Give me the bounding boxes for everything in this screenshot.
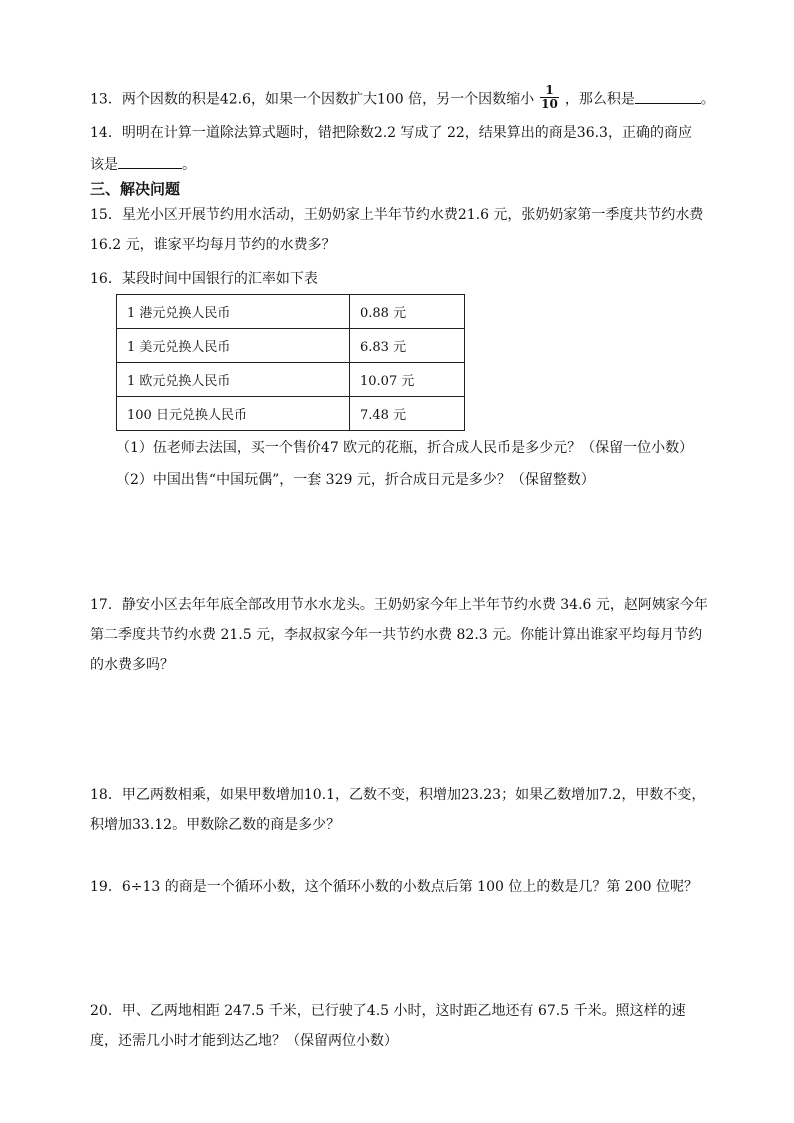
table-cell-rate: 0.88 元 [350,295,465,329]
answer-blank-14[interactable] [118,152,182,169]
fraction-numerator: 1 [540,84,559,98]
question-17: 17．静安小区去年年底全部改用节水水龙头。王奶奶家今年上半年节约水费 34.6 元，赵阿姨家今年第二季度共节约水费 21.5 元，李叔叔家今年一共节约水费 82.3 元。你能计算出谁家平均每月节约的水费多吗？ [90,597,708,673]
question-18: 18．甲乙两数相乘，如果甲数增加10.1，乙数不变，积增加23.23；如果乙数增加7.2，甲数不变，积增加33.12。甲数除乙数的商是多少？ [90,787,706,833]
table-row [117,363,465,397]
table-cell-rate: 10.07 元 [350,363,465,397]
question-14-line-2 [90,152,196,176]
question-16-sub-2: （2）中国出售“中国玩偶”，一套 329 元，折合成日元是多少？（保留整数） [116,472,595,488]
question-16-intro: 16．某段时间中国银行的汇率如下表 [90,271,318,287]
question-14-line-1: 14．明明在计算一道除法算式题时，错把除数2.2 写成了 22，结果算出的商是36.3，正确的商应 [90,125,692,141]
fraction-denominator: 10 [541,97,558,111]
table-cell-rate: 6.83 元 [350,329,465,363]
fraction-one-tenth [540,84,559,111]
question-15: 15．星光小区开展节约用水活动，王奶奶家上半年节约水费21.6 元，张奶奶家第一季度共节约水费 16.2 元，谁家平均每月节约的水费多？ [90,207,704,253]
table-row [117,295,465,329]
question-13 [90,83,715,113]
question-14-end: 。 [182,157,196,173]
question-14-text: 该是 [90,157,118,173]
table-cell-currency: 1 欧元兑换人民币 [117,363,350,397]
question-13-text: 13．两个因数的积是42.6，如果一个因数扩大100 倍，另一个因数缩小 [90,91,535,108]
answer-blank-13[interactable] [635,87,701,104]
question-19: 19．6÷13 的商是一个循环小数，这个循环小数的小数点后第 100 位上的数是几？第 200 位呢？ [90,879,698,895]
exchange-rate-table [116,294,465,431]
table-cell-rate: 7.48 元 [350,397,465,431]
question-20: 20．甲、乙两地相距 247.5 千米，已行驶了4.5 小时，这时距乙地还有 67.5 千米。照这样的速度，还需几小时才能到达乙地？（保留两位小数） [90,1003,686,1049]
question-13-end: 。 [700,91,715,108]
section-title: 三、解决问题 [90,180,181,198]
table-cell-currency: 1 港元兑换人民币 [117,295,350,329]
question-13-text-after: ，那么积是 [564,91,635,108]
table-row [117,397,465,431]
question-16-sub-1: （1）伍老师去法国，买一个售价47 欧元的花瓶，折合成人民币是多少元？（保留一位小数） [116,440,694,456]
table-cell-currency: 100 日元兑换人民币 [117,397,350,431]
table-cell-currency: 1 美元兑换人民币 [117,329,350,363]
table-row [117,329,465,363]
